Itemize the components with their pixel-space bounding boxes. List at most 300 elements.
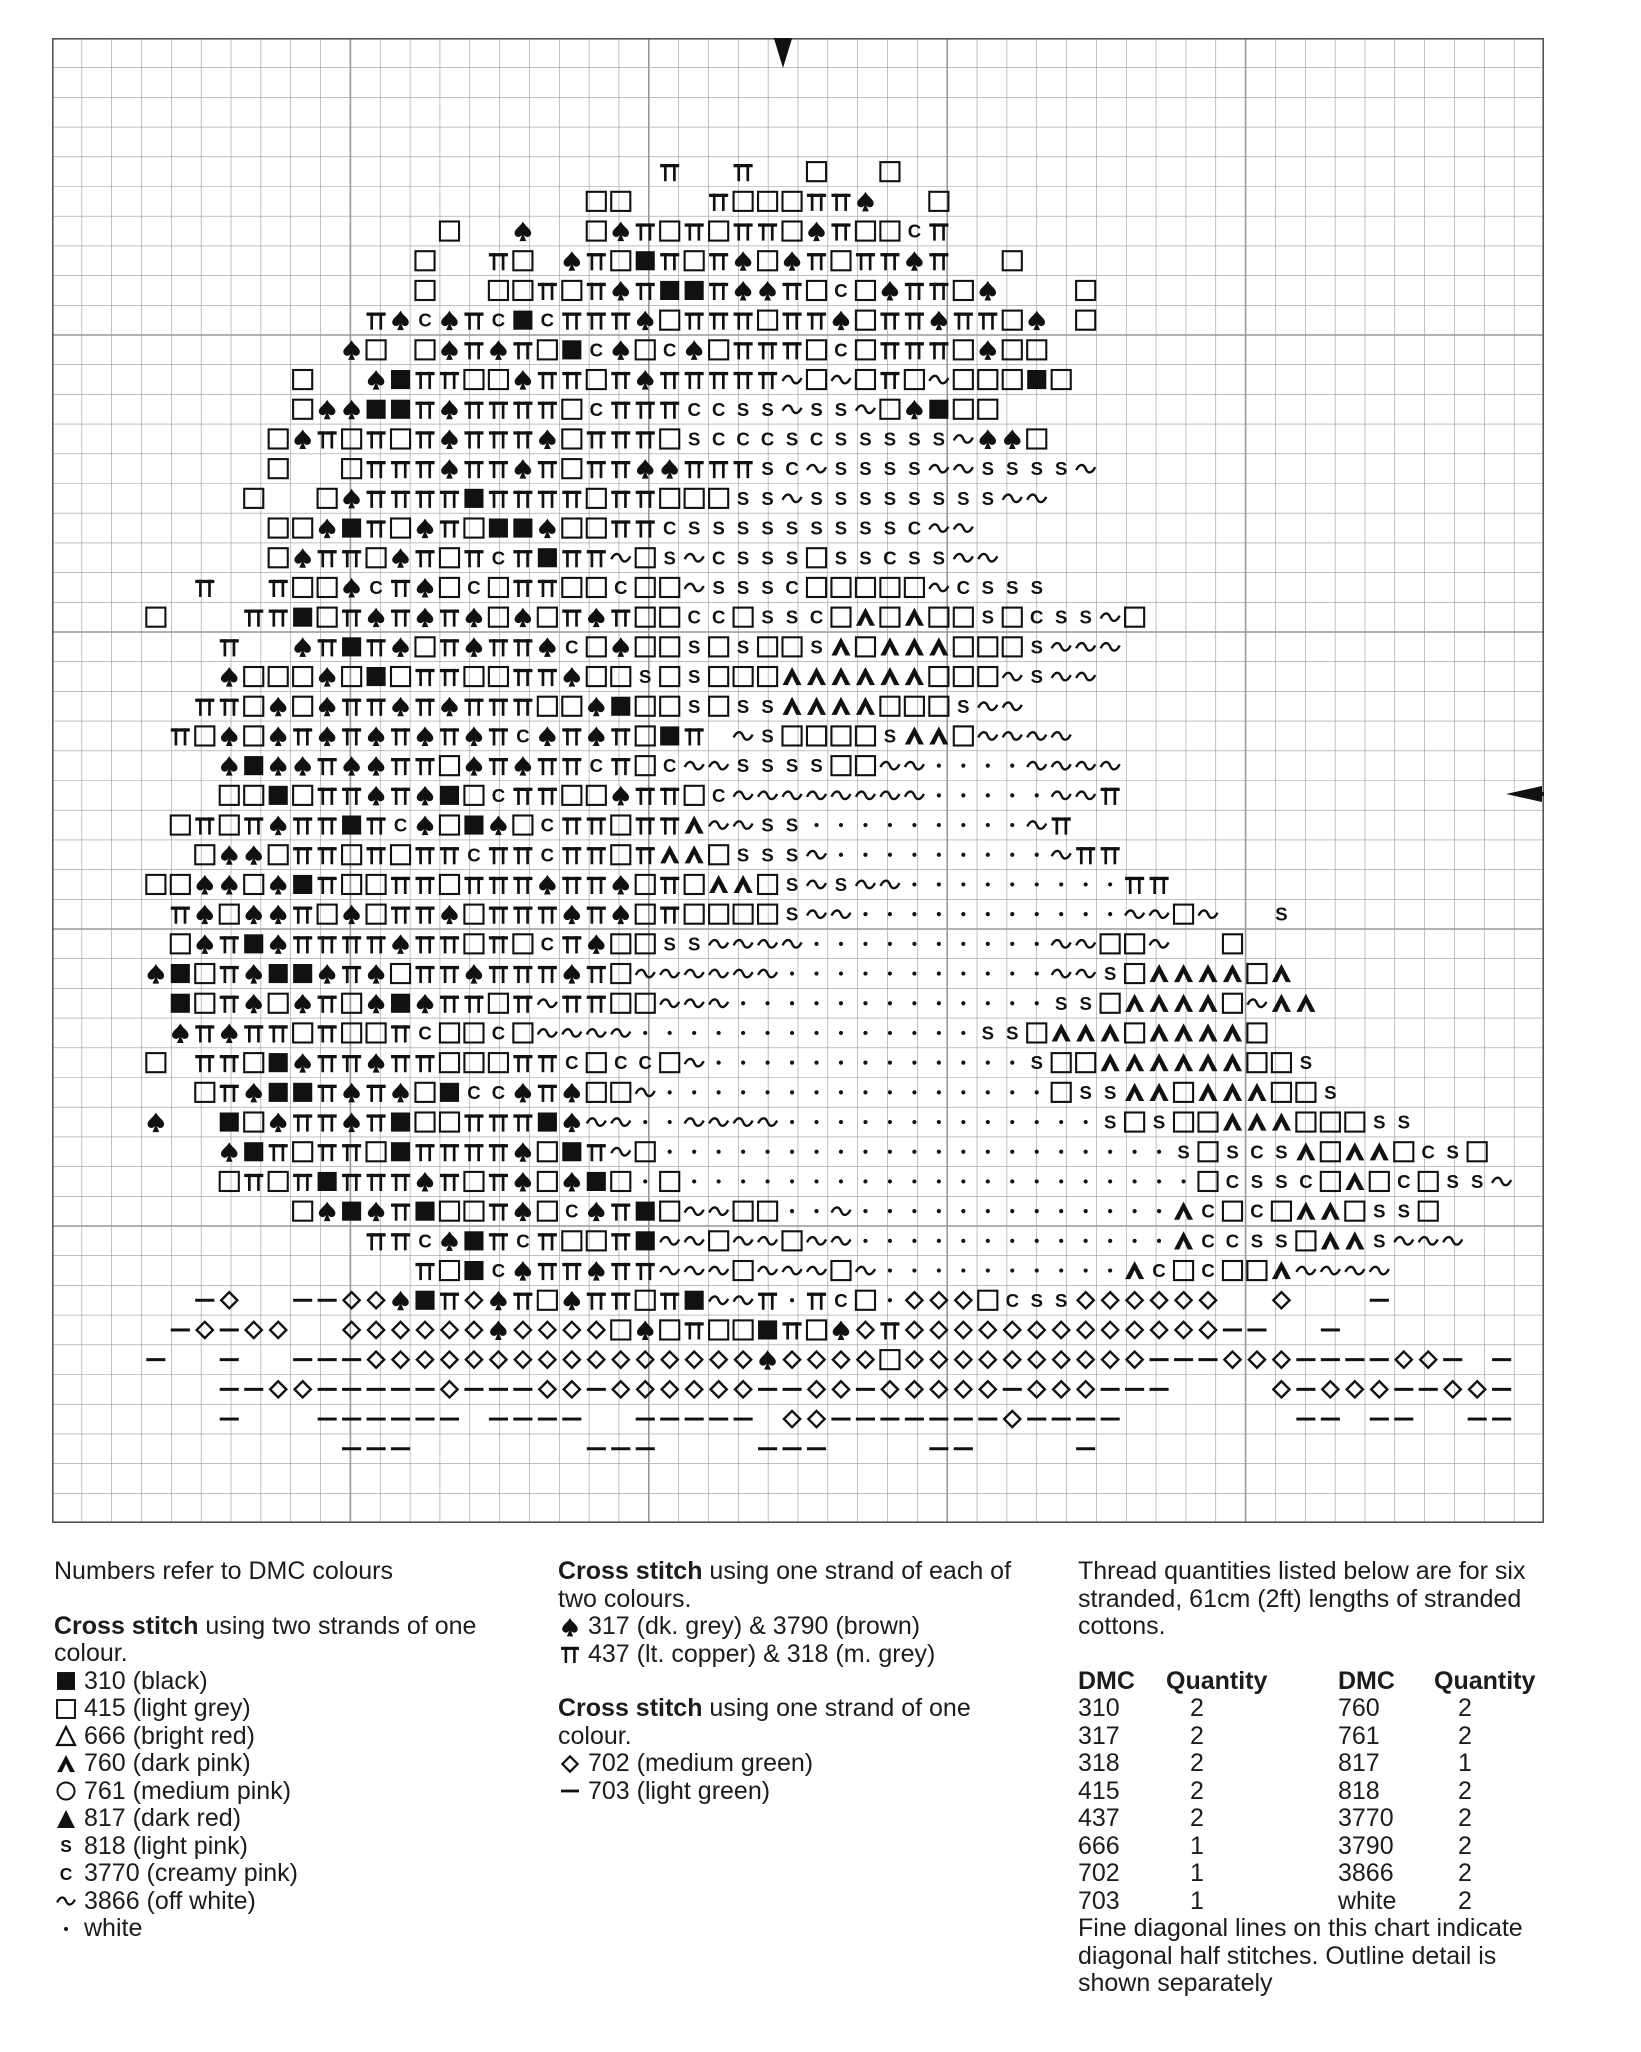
stitch-spade bbox=[245, 845, 262, 865]
stitch-tilde bbox=[1052, 851, 1071, 859]
stitch-pi bbox=[685, 728, 704, 745]
stitch-spade bbox=[148, 1113, 165, 1133]
svg-text:C: C bbox=[834, 280, 848, 302]
stitch-dot bbox=[717, 1179, 721, 1183]
stitch-pi bbox=[587, 817, 606, 834]
stitch-pi bbox=[734, 461, 753, 478]
stitch-dash bbox=[1468, 1418, 1487, 1421]
stitch-square-open bbox=[807, 281, 826, 300]
stitch-diamond-open bbox=[1126, 1292, 1142, 1308]
legend-key-label: 3866 (off white) bbox=[84, 1886, 256, 1915]
stitch-tilde bbox=[538, 1029, 557, 1037]
stitch-dot bbox=[888, 1209, 892, 1213]
stitch-square-filled bbox=[244, 934, 263, 953]
stitch-pi bbox=[293, 847, 312, 864]
quantity-table-header-cell: Quantity bbox=[1434, 1666, 1536, 1695]
svg-text:S: S bbox=[834, 547, 848, 569]
stitch-pi bbox=[367, 520, 386, 537]
stitch-spade bbox=[564, 251, 581, 271]
stitch-letter-s bbox=[982, 1023, 994, 1044]
svg-text:S: S bbox=[761, 755, 774, 777]
stitch-spade bbox=[539, 429, 556, 449]
stitch-chevron bbox=[1296, 1142, 1315, 1160]
stitch-diamond-open bbox=[1273, 1381, 1289, 1397]
stitch-square-open bbox=[1003, 608, 1022, 627]
diamond-open-icon bbox=[558, 1753, 582, 1775]
stitch-pi bbox=[415, 936, 434, 953]
stitch-tilde bbox=[1394, 1237, 1413, 1245]
stitch-pi bbox=[880, 1322, 899, 1339]
stitch-tilde bbox=[1076, 792, 1095, 800]
stitch-letter-c bbox=[785, 577, 798, 598]
svg-text:S: S bbox=[687, 636, 701, 658]
stitch-letter-s bbox=[1275, 1171, 1287, 1192]
stitch-square-open bbox=[611, 667, 630, 686]
stitch-square-open bbox=[342, 429, 361, 448]
stitch-diamond-open bbox=[515, 1352, 531, 1368]
stitch-dot bbox=[937, 1150, 941, 1154]
stitch-pi bbox=[1150, 877, 1169, 894]
stitch-pi bbox=[415, 372, 434, 389]
stitch-letter-c bbox=[908, 221, 921, 242]
stitch-dash bbox=[391, 1418, 410, 1421]
stitch-square-open bbox=[195, 726, 214, 745]
svg-text:C: C bbox=[809, 428, 824, 450]
stitch-letter-s bbox=[1080, 993, 1092, 1014]
stitch-square-open bbox=[220, 1172, 239, 1191]
svg-text:C: C bbox=[1152, 1260, 1166, 1282]
stitch-tilde bbox=[807, 792, 826, 800]
stitch-chevron bbox=[1174, 1231, 1193, 1249]
stitch-square-open bbox=[709, 697, 728, 716]
stitch-square-open bbox=[1223, 934, 1242, 953]
stitch-square-open bbox=[782, 637, 801, 656]
stitch-square-open bbox=[415, 1083, 434, 1102]
stitch-square-open bbox=[636, 905, 655, 924]
stitch-dot bbox=[741, 1179, 745, 1183]
stitch-pi bbox=[489, 907, 508, 924]
stitch-letter-s bbox=[859, 547, 871, 568]
stitch-square-filled bbox=[293, 1083, 312, 1102]
stitch-square-open bbox=[538, 608, 557, 627]
stitch-square-open bbox=[831, 756, 850, 775]
stitch-square-open bbox=[342, 994, 361, 1013]
stitch-square-filled bbox=[587, 1172, 606, 1191]
stitch-square-open bbox=[220, 786, 239, 805]
stitch-pi bbox=[220, 1055, 239, 1072]
svg-text:S: S bbox=[810, 487, 823, 509]
stitch-pi bbox=[709, 253, 728, 270]
stitch-dash bbox=[464, 1388, 483, 1391]
stitch-chevron bbox=[905, 667, 924, 685]
stitch-letter-s bbox=[908, 429, 920, 450]
svg-text:S: S bbox=[60, 1836, 72, 1857]
legend-key-label: 703 (light green) bbox=[588, 1776, 771, 1805]
stitch-square-open bbox=[367, 340, 386, 359]
stitch-letter-c bbox=[418, 310, 431, 331]
stitch-square-filled bbox=[464, 489, 483, 508]
svg-text:S: S bbox=[1055, 606, 1068, 628]
stitch-square-filled bbox=[342, 519, 361, 538]
stitch-square-open bbox=[1198, 1142, 1217, 1161]
stitch-spade bbox=[441, 1231, 458, 1251]
stitch-letter-s bbox=[1104, 1082, 1116, 1103]
stitch-pi bbox=[391, 728, 410, 745]
stitch-spade bbox=[833, 1320, 850, 1340]
stitch-diamond-open bbox=[711, 1381, 727, 1397]
stitch-letter-s bbox=[712, 577, 724, 598]
stitch-spade bbox=[466, 726, 483, 746]
svg-text:C: C bbox=[491, 784, 506, 806]
group3-key-list bbox=[558, 1750, 1018, 1805]
stitch-dot bbox=[937, 764, 941, 768]
stitch-chevron bbox=[1101, 1053, 1120, 1071]
stitch-chevron bbox=[1223, 1113, 1242, 1131]
stitch-pi bbox=[391, 907, 410, 924]
stitch-square-open bbox=[709, 489, 728, 508]
stitch-square-open bbox=[685, 251, 704, 270]
stitch-tilde bbox=[685, 1237, 704, 1245]
stitch-letter-s bbox=[1373, 1112, 1385, 1133]
stitch-letter-s bbox=[1471, 1171, 1483, 1192]
stitch-pi bbox=[415, 1263, 434, 1280]
stitch-tilde bbox=[611, 1118, 630, 1126]
stitch-diamond-open bbox=[368, 1322, 384, 1338]
stitch-pi bbox=[464, 1114, 483, 1131]
stitch-spade bbox=[441, 459, 458, 479]
stitch-spade bbox=[588, 1261, 605, 1281]
stitch-tilde bbox=[1443, 1237, 1462, 1245]
stitch-dot bbox=[961, 912, 965, 916]
stitch-dash bbox=[220, 1328, 239, 1331]
stitch-letter-c bbox=[639, 1052, 652, 1073]
stitch-dot bbox=[986, 1120, 990, 1124]
svg-text:S: S bbox=[736, 695, 750, 717]
table-row bbox=[1078, 1723, 1544, 1751]
stitch-tilde bbox=[807, 1237, 826, 1245]
stitch-diamond-open bbox=[931, 1381, 947, 1397]
stitch-tilde bbox=[758, 940, 777, 948]
stitch-chevron bbox=[831, 697, 850, 715]
stitch-dash bbox=[220, 1358, 239, 1361]
stitch-dot bbox=[717, 1031, 721, 1035]
table-row bbox=[1078, 1695, 1544, 1723]
svg-text:S: S bbox=[834, 874, 848, 896]
stitch-tilde bbox=[954, 435, 973, 443]
stitch-dot bbox=[1035, 1209, 1039, 1213]
stitch-pi bbox=[856, 253, 875, 270]
stitch-square-open bbox=[831, 251, 850, 270]
stitch-square-open bbox=[342, 845, 361, 864]
stitch-square-open bbox=[293, 786, 312, 805]
svg-text:S: S bbox=[834, 428, 848, 450]
stitch-square-filled bbox=[293, 875, 312, 894]
stitch-square-open bbox=[709, 340, 728, 359]
stitch-letter-c bbox=[1299, 1171, 1312, 1192]
stitch-dash bbox=[856, 1388, 875, 1391]
stitch-tilde bbox=[978, 554, 997, 562]
stitch-pi bbox=[415, 402, 434, 419]
stitch-square-open bbox=[269, 548, 288, 567]
stitch-pi bbox=[929, 342, 948, 359]
stitch-square-open bbox=[807, 578, 826, 597]
stitch-letter-s bbox=[1055, 458, 1067, 479]
svg-text:S: S bbox=[687, 666, 701, 688]
stitch-square-open bbox=[1125, 934, 1144, 953]
stitch-square-open bbox=[440, 816, 459, 835]
stitch-square-open bbox=[1076, 281, 1095, 300]
stitch-dot bbox=[814, 1061, 818, 1065]
svg-text:C: C bbox=[809, 606, 824, 628]
stitch-spade bbox=[221, 726, 238, 746]
stitch-spade bbox=[368, 1202, 385, 1222]
stitch-square-open bbox=[611, 816, 630, 835]
stitch-dot bbox=[839, 823, 843, 827]
table-cell: 415 bbox=[1078, 1776, 1120, 1805]
stitch-square-open bbox=[538, 697, 557, 716]
table-cell: 702 bbox=[1078, 1859, 1120, 1887]
stitch-tilde bbox=[611, 1148, 630, 1156]
stitch-diamond-open bbox=[466, 1322, 482, 1338]
stitch-dash bbox=[391, 1388, 410, 1391]
stitch-square-open bbox=[1247, 1053, 1266, 1072]
stitch-chevron bbox=[1296, 994, 1315, 1012]
stitch-pi bbox=[611, 520, 630, 537]
svg-text:S: S bbox=[785, 517, 799, 539]
stitch-tilde bbox=[1101, 643, 1120, 651]
stitch-square-open bbox=[734, 192, 753, 211]
stitch-chevron bbox=[1150, 994, 1169, 1012]
stitch-tilde bbox=[1052, 732, 1071, 740]
stitch-letter-s bbox=[761, 518, 773, 539]
stitch-square-open bbox=[587, 667, 606, 686]
table-cell: 817 bbox=[1338, 1749, 1380, 1777]
stitch-pi bbox=[562, 313, 581, 330]
stitch-pi bbox=[489, 639, 508, 656]
triangle-filled-icon bbox=[54, 1808, 78, 1830]
stitch-dash bbox=[1321, 1328, 1340, 1331]
stitch-letter-s bbox=[859, 429, 871, 450]
stitch-spade bbox=[833, 311, 850, 331]
stitch-diamond-open bbox=[1200, 1292, 1216, 1308]
stitch-square-open bbox=[1101, 934, 1120, 953]
square-filled-icon bbox=[54, 1670, 78, 1692]
stitch-pi bbox=[685, 372, 704, 389]
stitch-pi bbox=[807, 1293, 826, 1310]
stitch-pi bbox=[415, 1055, 434, 1072]
stitch-spade bbox=[490, 340, 507, 360]
stitch-tilde bbox=[1003, 495, 1022, 503]
stitch-tilde bbox=[1052, 970, 1071, 978]
stitch-dash bbox=[685, 1418, 704, 1421]
stitch-spade bbox=[343, 578, 360, 598]
stitch-pi bbox=[391, 788, 410, 805]
stitch-diamond-open bbox=[588, 1322, 604, 1338]
stitch-letter-s bbox=[1251, 1230, 1263, 1251]
stitch-dot bbox=[937, 1179, 941, 1183]
stitch-pi bbox=[440, 520, 459, 537]
stitch-letter-s bbox=[982, 488, 994, 509]
stitch-dot bbox=[1010, 1001, 1014, 1005]
stitch-diamond-open bbox=[441, 1352, 457, 1368]
stitch-dash bbox=[1052, 1418, 1071, 1421]
stitch-letter-c bbox=[492, 1023, 505, 1044]
stitch-square-open bbox=[758, 905, 777, 924]
stitch-square-filled bbox=[611, 697, 630, 716]
stitch-pi bbox=[758, 342, 777, 359]
stitch-square-open bbox=[440, 1202, 459, 1221]
stitch-dash bbox=[489, 1388, 508, 1391]
stitch-square-open bbox=[807, 162, 826, 181]
stitch-diamond-open bbox=[1200, 1322, 1216, 1338]
stitch-chevron bbox=[1174, 1053, 1193, 1071]
stitch-letter-c bbox=[565, 1201, 578, 1222]
stitch-pi bbox=[636, 283, 655, 300]
stitch-dot bbox=[912, 1179, 916, 1183]
stitch-letter-s bbox=[786, 518, 798, 539]
stitch-pi bbox=[562, 491, 581, 508]
stitch-dot bbox=[863, 1209, 867, 1213]
stitch-letter-s bbox=[737, 488, 749, 509]
stitch-square-filled bbox=[636, 251, 655, 270]
stitch-diamond-open bbox=[441, 1322, 457, 1338]
stitch-spade bbox=[221, 1023, 238, 1043]
stitch-dot bbox=[912, 1031, 916, 1035]
stitch-letter-s bbox=[1006, 458, 1018, 479]
svg-text:C: C bbox=[614, 1052, 628, 1074]
stitch-spade bbox=[270, 697, 287, 717]
stitch-letter-c bbox=[418, 1230, 431, 1251]
stitch-tilde bbox=[1247, 999, 1266, 1007]
stitch-dot bbox=[790, 1120, 794, 1124]
legend-key-label: 761 (medium pink) bbox=[84, 1776, 292, 1805]
stitch-tilde bbox=[831, 1237, 850, 1245]
stitch-square-open bbox=[415, 637, 434, 656]
stitch-square-open bbox=[758, 1202, 777, 1221]
stitch-pi bbox=[293, 728, 312, 745]
stitch-tilde bbox=[1321, 1267, 1340, 1275]
stitch-diamond-open bbox=[1175, 1322, 1191, 1338]
stitch-tilde bbox=[734, 970, 753, 978]
stitch-tilde bbox=[1076, 762, 1095, 770]
stitch-letter-s bbox=[712, 518, 724, 539]
stitch-pi bbox=[195, 699, 214, 716]
stitch-diamond-open bbox=[613, 1381, 629, 1397]
stitch-dot bbox=[1084, 1268, 1088, 1272]
stitch-tilde bbox=[587, 1029, 606, 1037]
stitch-pi bbox=[880, 313, 899, 330]
stitch-dash bbox=[758, 1388, 777, 1391]
stitch-dot bbox=[814, 1001, 818, 1005]
svg-text:S: S bbox=[883, 725, 897, 747]
stitch-tilde bbox=[734, 1296, 753, 1304]
stitch-square-open bbox=[685, 786, 704, 805]
stitch-tilde bbox=[734, 821, 753, 829]
stitch-tilde bbox=[905, 762, 924, 770]
svg-text:S: S bbox=[736, 755, 750, 777]
stitch-square-open bbox=[1296, 1231, 1315, 1250]
stitch-square-filled bbox=[171, 964, 190, 983]
stitch-letter-s bbox=[1055, 1290, 1067, 1311]
stitch-letter-s bbox=[835, 874, 847, 895]
stitch-square-open bbox=[660, 311, 679, 330]
stitch-square-open bbox=[1174, 1261, 1193, 1280]
stitch-square-open bbox=[440, 1053, 459, 1072]
stitch-square-open bbox=[856, 222, 875, 241]
stitch-square-open bbox=[146, 1053, 165, 1072]
stitch-square-open bbox=[856, 756, 875, 775]
stitch-dash bbox=[1101, 1388, 1120, 1391]
stitch-square-filled bbox=[318, 1172, 337, 1191]
stitch-letter-c bbox=[541, 310, 554, 331]
stitch-letter-c bbox=[1250, 1201, 1263, 1222]
stitch-dot bbox=[937, 1031, 941, 1035]
stitch-pi bbox=[464, 313, 483, 330]
stitch-dot bbox=[717, 1090, 721, 1094]
stitch-square-open bbox=[1345, 1113, 1364, 1132]
stitch-letter-s bbox=[835, 429, 847, 450]
stitch-dot bbox=[1035, 853, 1039, 857]
stitch-letter-s bbox=[786, 429, 798, 450]
stitch-pi bbox=[415, 699, 434, 716]
stitch-pi bbox=[1076, 847, 1095, 864]
table-row bbox=[1078, 1750, 1544, 1778]
stitch-spade bbox=[686, 340, 703, 360]
svg-text:S: S bbox=[761, 398, 774, 420]
stitch-dash bbox=[1076, 1418, 1095, 1421]
stitch-spade bbox=[221, 667, 238, 687]
stitch-spade bbox=[612, 222, 629, 242]
stitch-pi bbox=[440, 847, 459, 864]
stitch-square-open bbox=[562, 697, 581, 716]
pi-icon bbox=[558, 1643, 582, 1665]
stitch-dot bbox=[1084, 1209, 1088, 1213]
stitch-square-open bbox=[587, 637, 606, 656]
stitch-square-filled bbox=[636, 1202, 655, 1221]
svg-text:S: S bbox=[736, 844, 750, 866]
stitch-diamond-open bbox=[368, 1352, 384, 1368]
stitch-dot bbox=[790, 971, 794, 975]
stitch-diamond-open bbox=[368, 1292, 384, 1308]
quantity-table-header-cell: DMC bbox=[1078, 1666, 1135, 1695]
svg-text:C: C bbox=[711, 547, 726, 569]
stitch-letter-c bbox=[736, 429, 749, 450]
stitch-square-open bbox=[1198, 1172, 1217, 1191]
stitch-tilde bbox=[880, 881, 899, 889]
stitch-square-open bbox=[880, 578, 899, 597]
stitch-dash bbox=[440, 1418, 459, 1421]
svg-text:C: C bbox=[834, 1289, 848, 1311]
stitch-dash bbox=[1076, 1447, 1095, 1450]
stitch-square-filled bbox=[367, 400, 386, 419]
stitch-spade bbox=[637, 370, 654, 390]
stitch-diamond-open bbox=[343, 1292, 359, 1308]
stitch-pi bbox=[734, 164, 753, 181]
stitch-dash bbox=[367, 1388, 386, 1391]
stitch-spade bbox=[808, 222, 825, 242]
stitch-letter-c bbox=[590, 755, 603, 776]
svg-text:S: S bbox=[859, 547, 872, 569]
stitch-dot bbox=[1035, 1239, 1039, 1243]
stitch-square-open bbox=[709, 637, 728, 656]
stitch-dash bbox=[367, 1418, 386, 1421]
table-cell: 318 bbox=[1078, 1749, 1120, 1777]
stitch-letter-c bbox=[541, 933, 554, 954]
stitch-diamond-open bbox=[539, 1381, 555, 1397]
stitch-chevron bbox=[1370, 1142, 1389, 1160]
stitch-dot bbox=[790, 1150, 794, 1154]
stitch-square-open bbox=[587, 192, 606, 211]
